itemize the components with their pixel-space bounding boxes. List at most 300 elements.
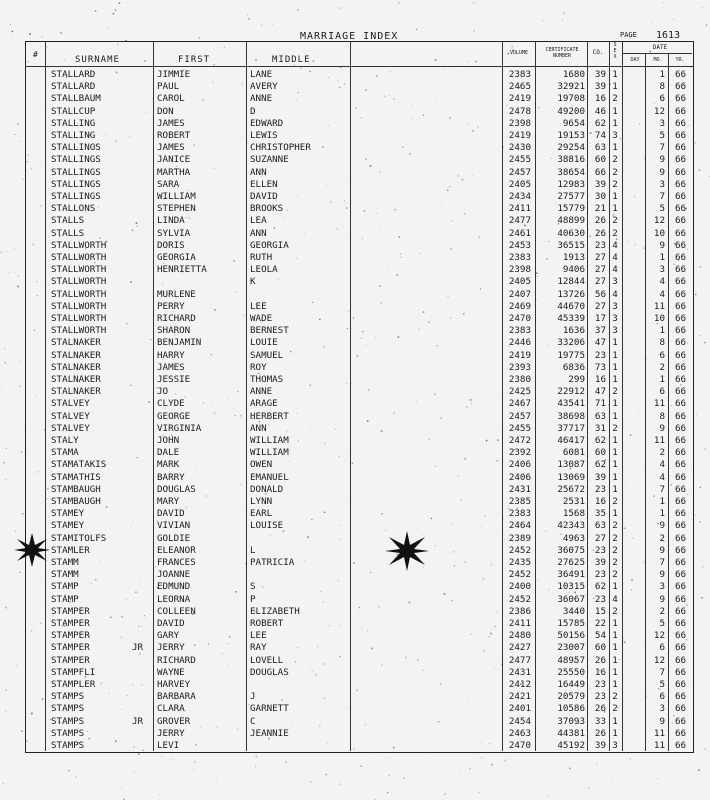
county-cell: 73 [594, 361, 606, 373]
first-name-cell: BARBARA [157, 691, 196, 703]
middle-name-cell: LOVELL [250, 654, 284, 666]
month-cell: 9 [659, 520, 665, 532]
year-cell: 66 [674, 252, 687, 263]
month-cell: 11 [653, 300, 665, 312]
page-title: MARRIAGE INDEX [300, 31, 399, 42]
certificate-cell: 15785 [557, 618, 585, 629]
certificate-cell: 19153 [557, 130, 585, 141]
year-cell: 66 [674, 654, 687, 666]
certificate-cell: 2531 [562, 496, 585, 507]
surname-cell: STALLWORTH [51, 288, 107, 300]
county-cell: 60 [594, 447, 606, 459]
table-row [0, 398, 710, 410]
table-row [0, 69, 710, 81]
sex-cell: 1 [612, 459, 618, 471]
month-cell: 1 [659, 252, 665, 263]
year-cell: 66 [674, 325, 687, 337]
volume-cell: 2427 [508, 642, 531, 654]
table-row [0, 264, 710, 276]
surname-cell: STAMPLER [51, 679, 96, 690]
year-cell: 66 [674, 191, 687, 202]
volume-cell: 2464 [508, 520, 531, 532]
month-cell: 1 [659, 508, 665, 520]
first-name-cell: EDMUND [157, 581, 191, 593]
month-cell: 7 [659, 142, 665, 154]
volume-cell: 2393 [508, 361, 531, 373]
county-cell: 62 [594, 459, 606, 471]
volume-cell: 2419 [508, 130, 531, 141]
first-name-cell: BENJAMIN [157, 337, 202, 349]
county-cell: 23 [594, 239, 606, 251]
year-cell: 66 [674, 410, 687, 422]
certificate-cell: 50156 [557, 630, 585, 642]
year-cell: 66 [674, 386, 687, 398]
county-cell: 27 [594, 532, 606, 544]
first-name-cell: DAVID [157, 618, 185, 629]
middle-name-cell: WILLIAM [250, 447, 289, 459]
table-row [0, 154, 710, 166]
month-cell: 9 [659, 593, 665, 605]
volume-cell: 2452 [508, 544, 531, 556]
sex-cell: 1 [612, 337, 618, 349]
table-row [0, 350, 710, 362]
certificate-cell: 25550 [557, 666, 585, 678]
county-cell: 39 [594, 740, 606, 751]
county-cell: 74 [594, 130, 606, 141]
table-row [0, 301, 710, 313]
sex-cell: 1 [612, 483, 618, 495]
surname-cell: STALLWORTH [51, 325, 107, 337]
month-cell: 1 [659, 496, 665, 507]
middle-name-cell: LEE [250, 300, 267, 312]
sex-cell: 4 [612, 264, 618, 276]
volume-cell: 2435 [508, 557, 531, 568]
certificate-cell: 12983 [557, 178, 585, 190]
middle-name-cell: ANN [250, 422, 267, 434]
middle-name-cell: GEORGIA [250, 239, 289, 251]
sex-cell: 3 [612, 300, 618, 312]
volume-cell: 2446 [508, 337, 531, 349]
sex-cell: 1 [612, 666, 618, 678]
surname-cell: STALLING [51, 117, 96, 129]
certificate-cell: 6836 [562, 361, 585, 373]
certificate-cell: 23007 [557, 642, 585, 654]
first-name-cell: GEORGIA [157, 252, 196, 263]
table-row [0, 203, 710, 215]
table-row [0, 618, 710, 630]
month-cell: 3 [659, 703, 665, 715]
county-cell: 16 [594, 666, 606, 678]
county-cell: 26 [594, 215, 606, 227]
first-name-cell: COLLEEN [157, 605, 196, 617]
year-cell: 66 [674, 593, 687, 605]
county-cell: 17 [594, 313, 606, 324]
table-row [0, 533, 710, 545]
month-cell: 7 [659, 557, 665, 568]
middle-name-cell: ROBERT [250, 618, 284, 629]
col-header-sex: S E X [613, 42, 617, 60]
surname-cell: STALNAKER [51, 386, 101, 398]
table-row [0, 728, 710, 740]
sex-cell: 1 [612, 142, 618, 154]
month-cell: 12 [653, 630, 665, 642]
surname-cell: STAMA [51, 447, 79, 459]
sex-cell: 2 [612, 227, 618, 239]
month-cell: 9 [659, 239, 665, 251]
first-name-cell: JAMES [157, 117, 185, 129]
county-cell: 63 [594, 142, 606, 154]
volume-cell: 2425 [508, 386, 531, 398]
month-cell: 5 [659, 679, 665, 690]
volume-cell: 2411 [508, 203, 531, 215]
certificate-cell: 19775 [557, 349, 585, 361]
county-cell: 46 [594, 105, 606, 117]
first-name-cell: CAROL [157, 93, 185, 105]
year-cell: 66 [674, 422, 687, 434]
middle-name-cell: GARNETT [250, 703, 289, 715]
sex-cell: 1 [612, 361, 618, 373]
surname-cell: STALVEY [51, 410, 90, 422]
surname-cell: STAMBAUGH [51, 496, 101, 507]
sex-cell: 2 [612, 154, 618, 166]
first-name-cell: LEVI [157, 740, 180, 751]
year-cell: 66 [674, 374, 687, 385]
volume-cell: 2383 [508, 252, 531, 263]
surname-cell: STAMATAKIS [51, 459, 107, 471]
volume-cell: 2400 [508, 581, 531, 593]
certificate-cell: 43541 [557, 398, 585, 410]
middle-name-cell: PATRICIA [250, 557, 295, 568]
sex-cell: 1 [612, 715, 618, 727]
volume-cell: 2431 [508, 483, 531, 495]
table-row [0, 642, 710, 654]
first-name-cell: STEPHEN [157, 203, 196, 215]
year-cell: 66 [674, 666, 687, 678]
month-cell: 9 [659, 422, 665, 434]
table-row [0, 459, 710, 471]
table-row [0, 228, 710, 240]
certificate-cell: 9406 [562, 264, 585, 276]
certificate-cell: 38816 [557, 154, 585, 166]
middle-name-cell: LEE [250, 630, 267, 642]
sex-cell: 3 [612, 313, 618, 324]
volume-cell: 2465 [508, 81, 531, 93]
suffix-cell: JR [132, 715, 144, 727]
suffix-cell: JR [132, 642, 144, 654]
table-row [0, 716, 710, 728]
volume-cell: 2452 [508, 593, 531, 605]
table-row [0, 484, 710, 496]
first-name-cell: PERRY [157, 300, 185, 312]
certificate-cell: 12844 [557, 276, 585, 288]
year-cell: 66 [674, 142, 687, 154]
middle-name-cell: LEOLA [250, 264, 278, 276]
middle-name-cell: L [250, 544, 256, 556]
surname-cell: STAMEY [51, 520, 85, 532]
surname-cell: STAMPS [51, 727, 85, 739]
sex-cell: 2 [612, 532, 618, 544]
year-cell: 66 [674, 288, 687, 300]
volume-cell: 2470 [508, 313, 531, 324]
middle-name-cell: SUZANNE [250, 154, 289, 166]
volume-cell: 2392 [508, 447, 531, 459]
certificate-cell: 13726 [557, 288, 585, 300]
middle-name-cell: ANNE [250, 93, 273, 105]
table-row [0, 313, 710, 325]
certificate-cell: 20579 [557, 691, 585, 703]
surname-cell: STALLS [51, 227, 85, 239]
table-row [0, 240, 710, 252]
middle-name-cell: BERNEST [250, 325, 289, 337]
table-row [0, 594, 710, 606]
county-cell: 21 [594, 203, 606, 215]
table-row [0, 606, 710, 618]
middle-name-cell: OWEN [250, 459, 273, 471]
middle-name-cell: DAVID [250, 191, 278, 202]
month-cell: 11 [653, 398, 665, 410]
surname-cell: STALLBAUM [51, 93, 101, 105]
volume-cell: 2434 [508, 191, 531, 202]
month-cell: 6 [659, 691, 665, 703]
sex-cell: 1 [612, 117, 618, 129]
sex-cell: 2 [612, 166, 618, 178]
table-row [0, 472, 710, 484]
county-cell: 16 [594, 93, 606, 105]
table-row [0, 557, 710, 569]
sex-cell: 1 [612, 349, 618, 361]
month-cell: 2 [659, 605, 665, 617]
certificate-cell: 48899 [557, 215, 585, 227]
year-cell: 66 [674, 130, 687, 141]
sex-cell: 1 [612, 679, 618, 690]
surname-cell: STAMP [51, 593, 79, 605]
surname-cell: STALLWORTH [51, 264, 107, 276]
volume-cell: 2383 [508, 508, 531, 520]
year-cell: 66 [674, 557, 687, 568]
volume-cell: 2477 [508, 215, 531, 227]
county-cell: 23 [594, 691, 606, 703]
surname-cell: STAMBAUGH [51, 483, 101, 495]
county-cell: 62 [594, 435, 606, 446]
month-cell: 4 [659, 288, 665, 300]
certificate-cell: 29254 [557, 142, 585, 154]
county-cell: 56 [594, 288, 606, 300]
certificate-cell: 38654 [557, 166, 585, 178]
first-name-cell: RICHARD [157, 654, 196, 666]
year-cell: 66 [674, 337, 687, 349]
table-row [0, 447, 710, 459]
certificate-cell: 25672 [557, 483, 585, 495]
table-row [0, 252, 710, 264]
surname-cell: STALLWORTH [51, 239, 107, 251]
middle-name-cell: DOUGLAS [250, 666, 289, 678]
middle-name-cell: RUTH [250, 252, 273, 263]
first-name-cell: MURLENE [157, 288, 196, 300]
month-cell: 9 [659, 166, 665, 178]
certificate-cell: 44670 [557, 300, 585, 312]
middle-name-cell: ANNE [250, 386, 273, 398]
volume-cell: 2430 [508, 142, 531, 154]
surname-cell: STALLONS [51, 203, 96, 215]
volume-cell: 2457 [508, 166, 531, 178]
certificate-cell: 9654 [562, 117, 585, 129]
certificate-cell: 19708 [557, 93, 585, 105]
certificate-cell: 37093 [557, 715, 585, 727]
certificate-cell: 13087 [557, 459, 585, 471]
col-header-date: DATE [652, 44, 668, 51]
first-name-cell: GEORGE [157, 410, 191, 422]
sex-cell: 1 [612, 471, 618, 483]
surname-cell: STALLING [51, 130, 96, 141]
middle-name-cell: LOUISE [250, 520, 284, 532]
middle-name-cell: EARL [250, 508, 273, 520]
sex-cell: 4 [612, 239, 618, 251]
volume-cell: 2453 [508, 239, 531, 251]
starburst-artifact-icon [385, 531, 429, 571]
middle-name-cell: ELIZABETH [250, 605, 300, 617]
sex-cell: 1 [612, 618, 618, 629]
middle-name-cell: SAMUEL [250, 349, 284, 361]
certificate-cell: 46417 [557, 435, 585, 446]
first-name-cell: MARTHA [157, 166, 191, 178]
surname-cell: STALY [51, 435, 79, 446]
middle-name-cell: ARAGE [250, 398, 278, 410]
sex-cell: 3 [612, 130, 618, 141]
table-row [0, 703, 710, 715]
certificate-cell: 42343 [557, 520, 585, 532]
certificate-cell: 1680 [562, 69, 585, 80]
table-row [0, 655, 710, 667]
county-cell: 63 [594, 520, 606, 532]
year-cell: 66 [674, 276, 687, 288]
table-row [0, 276, 710, 288]
surname-cell: STALLINGS [51, 166, 101, 178]
middle-name-cell: LANE [250, 69, 273, 80]
surname-cell: STAMPS [51, 703, 85, 715]
table-row [0, 142, 710, 154]
sex-cell: 2 [612, 93, 618, 105]
county-cell: 23 [594, 544, 606, 556]
county-cell: 27 [594, 252, 606, 263]
middle-name-cell: D [250, 105, 256, 117]
year-cell: 66 [674, 459, 687, 471]
volume-cell: 2411 [508, 618, 531, 629]
surname-cell: STALNAKER [51, 361, 101, 373]
month-cell: 3 [659, 264, 665, 276]
first-name-cell: MARY [157, 496, 180, 507]
sex-cell: 2 [612, 691, 618, 703]
first-name-cell: HARVEY [157, 679, 191, 690]
volume-cell: 2454 [508, 715, 531, 727]
table-row [0, 496, 710, 508]
volume-cell: 2419 [508, 349, 531, 361]
surname-cell: STALVEY [51, 422, 90, 434]
volume-cell: 2405 [508, 178, 531, 190]
col-header-surname: SURNAME [75, 55, 120, 65]
month-cell: 12 [653, 654, 665, 666]
first-name-cell: JANICE [157, 154, 191, 166]
middle-name-cell: C [250, 715, 256, 727]
month-cell: 9 [659, 544, 665, 556]
surname-cell: STAMPER [51, 605, 90, 617]
volume-cell: 2421 [508, 691, 531, 703]
middle-name-cell: WILLIAM [250, 435, 289, 446]
middle-name-cell: EMANUEL [250, 471, 289, 483]
month-cell: 8 [659, 81, 665, 93]
year-cell: 66 [674, 215, 687, 227]
sex-cell: 1 [612, 630, 618, 642]
table-row [0, 167, 710, 179]
first-name-cell: DAVID [157, 508, 185, 520]
sex-cell: 1 [612, 191, 618, 202]
year-cell: 66 [674, 483, 687, 495]
first-name-cell: DORIS [157, 239, 185, 251]
first-name-cell: HENRIETTA [157, 264, 207, 276]
certificate-cell: 4963 [562, 532, 585, 544]
sex-cell: 2 [612, 569, 618, 581]
county-cell: 23 [594, 593, 606, 605]
header-rule [25, 66, 693, 67]
middle-name-cell: JEANNIE [250, 727, 289, 739]
surname-cell: STAMPER [51, 630, 90, 642]
surname-cell: STAMM [51, 569, 79, 581]
table-row [0, 520, 710, 532]
first-name-cell: GROVER [157, 715, 191, 727]
first-name-cell: GOLDIE [157, 532, 191, 544]
surname-cell: STALLWORTH [51, 300, 107, 312]
month-cell: 6 [659, 386, 665, 398]
surname-cell: STAMPFLI [51, 666, 96, 678]
sex-cell: 1 [612, 727, 618, 739]
county-cell: 27 [594, 264, 606, 276]
year-cell: 66 [674, 264, 687, 276]
county-cell: 26 [594, 227, 606, 239]
month-cell: 5 [659, 618, 665, 629]
first-name-cell: CLARA [157, 703, 185, 715]
first-name-cell: FRANCES [157, 557, 196, 568]
volume-cell: 2461 [508, 227, 531, 239]
sex-cell: 2 [612, 557, 618, 568]
county-cell: 23 [594, 569, 606, 581]
certificate-cell: 37717 [557, 422, 585, 434]
county-cell: 37 [594, 325, 606, 337]
volume-cell: 2463 [508, 727, 531, 739]
middle-name-cell: WADE [250, 313, 273, 324]
table-row [0, 740, 710, 752]
volume-cell: 2412 [508, 679, 531, 690]
year-cell: 66 [674, 605, 687, 617]
volume-cell: 2477 [508, 654, 531, 666]
middle-name-cell: HERBERT [250, 410, 289, 422]
col-header-county: CO. [592, 49, 604, 56]
sex-cell: 2 [612, 215, 618, 227]
first-name-cell: RICHARD [157, 313, 196, 324]
table-row [0, 215, 710, 227]
year-cell: 66 [674, 93, 687, 105]
year-cell: 66 [674, 166, 687, 178]
year-cell: 66 [674, 471, 687, 483]
first-name-cell: SHARON [157, 325, 191, 337]
sex-cell: 1 [612, 374, 618, 385]
sex-cell: 2 [612, 496, 618, 507]
surname-cell: STALLWORTH [51, 276, 107, 288]
volume-cell: 2480 [508, 630, 531, 642]
sex-cell: 1 [612, 410, 618, 422]
surname-cell: STALLS [51, 215, 85, 227]
month-cell: 11 [653, 727, 665, 739]
sex-cell: 1 [612, 581, 618, 593]
certificate-cell: 36491 [557, 569, 585, 581]
